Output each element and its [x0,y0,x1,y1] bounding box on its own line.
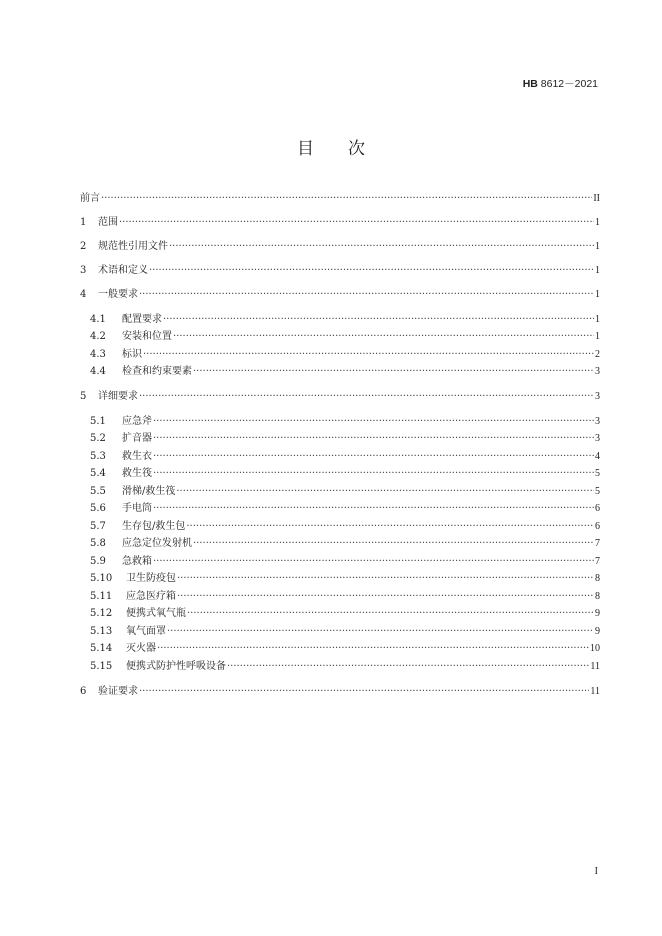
toc-entry-page: 1 [595,241,600,252]
toc-entry[interactable] [80,387,600,403]
toc-entry-number: 4.4 [90,366,106,377]
toc-entry[interactable] [90,482,600,498]
document-code-prefix: HB [522,78,538,90]
toc-entry[interactable] [90,447,600,463]
toc-entry-page: 6 [595,503,600,514]
toc-leader-dots [167,626,594,637]
toc-entry-label: 急救箱 [122,556,152,567]
toc-entry[interactable] [90,362,600,378]
toc-leader-dots [173,331,594,342]
toc-entry[interactable] [90,534,600,550]
toc-entry-label: 便携式氧气瓶 [126,608,186,619]
toc-entry-number: 5.3 [90,451,106,462]
toc-entry[interactable] [80,261,600,277]
toc-leader-dots [187,608,594,619]
toc-entry[interactable] [90,310,600,326]
toc-entry-number: 5.8 [90,538,106,549]
toc-entry-number: 5.1 [90,416,106,427]
toc-leader-dots [153,416,594,427]
toc-entry-label: 便携式防护性呼吸设备 [126,661,226,672]
toc-leader-dots [176,486,594,497]
toc-entry-label: 规范性引用文件 [98,241,168,252]
toc-entry-page: 8 [595,591,600,602]
toc-entry-page: 3 [595,433,600,444]
toc-leader-dots [153,503,594,514]
toc-entry-label: 详细要求 [98,391,138,402]
toc-entry-page: 8 [595,573,600,584]
toc-entry-number: 5 [80,391,87,402]
toc-entry-number: 4.2 [90,331,106,342]
toc-leader-dots [143,349,594,360]
toc-entry-page: 3 [595,391,600,402]
toc-entry-page: 9 [595,608,600,619]
toc-entry-page: 3 [595,366,600,377]
toc-entry[interactable] [90,429,600,445]
toc-leader-dots [193,538,594,549]
toc-leader-dots [169,241,594,252]
toc-entry-label: 一般要求 [98,289,138,300]
toc-entry-label: 安装和位置 [122,331,172,342]
toc-leader-dots [119,217,594,228]
toc-entry-page: 3 [595,416,600,427]
toc-entry-label: 手电筒 [122,503,152,514]
toc-leader-dots [153,433,594,444]
toc-entry[interactable] [90,327,600,343]
toc-entry[interactable] [80,237,600,253]
toc-entry-number: 3 [80,265,87,276]
toc-entry-page: 1 [595,314,600,325]
toc-entry-label: 应急斧 [122,416,152,427]
toc-entry-label: 卫生防疫包 [126,573,176,584]
toc-entry[interactable] [80,213,600,229]
toc-entry-page: 4 [595,451,600,462]
toc-entry-page: 11 [590,686,600,697]
toc-leader-dots [177,573,594,584]
toc-entry[interactable] [90,345,600,361]
toc-entry-page: 7 [595,556,600,567]
toc-entry-number: 5.15 [90,661,113,672]
toc-entry[interactable] [90,587,600,603]
toc-leader-dots [139,289,594,300]
toc-leader-dots [193,366,594,377]
toc-leader-dots [163,314,594,325]
toc-entry-number: 1 [80,217,87,228]
toc-entry-label: 灭火器 [126,643,156,654]
toc-entry-label: 前言 [80,193,100,204]
toc-entry-number: 5.5 [90,486,106,497]
toc-leader-dots [149,265,594,276]
toc-entry-number: 2 [80,241,87,252]
toc-entry[interactable] [90,499,600,515]
toc-entry-number: 4 [80,289,87,300]
toc-entry-label: 范围 [98,217,118,228]
toc-entry-number: 5.11 [90,591,113,602]
toc-entry[interactable] [90,657,600,673]
document-code [523,76,598,91]
toc-entry-page: 7 [595,538,600,549]
toc-entry-number: 4.1 [90,314,106,325]
toc-entry-number: 5.4 [90,468,106,479]
toc-entry-page: 5 [595,468,600,479]
toc-entry[interactable] [90,464,600,480]
toc-entry-page: 11 [590,661,600,672]
toc-entry-number: 5.7 [90,521,106,532]
toc-leader-dots [157,643,589,654]
toc-entry-page: 1 [595,331,600,342]
toc-entry-page: 1 [595,265,600,276]
document-code-number: 8612－2021 [537,78,598,90]
toc-entry[interactable] [90,517,600,533]
footer-page-number: I [594,866,598,877]
toc-entry-label: 滑梯/救生筏 [122,486,176,497]
toc-entry[interactable] [90,569,600,585]
toc-entry-label: 标识 [122,349,142,360]
toc-entry-label: 扩音器 [122,433,152,444]
toc-entry-label: 验证要求 [98,686,138,697]
toc-entry[interactable] [90,622,600,638]
toc-entry-label: 救生筏 [122,468,152,479]
toc-entry[interactable] [90,552,600,568]
toc-entry-page: II [593,193,600,204]
toc-entry[interactable] [80,682,600,698]
toc-leader-dots [186,521,594,532]
toc-entry[interactable] [80,285,600,301]
toc-leader-dots [153,451,594,462]
toc-entry[interactable] [90,412,600,428]
toc-entry-page: 5 [595,486,600,497]
toc-entry-label: 检查和约束要素 [122,366,192,377]
toc-entry-number: 5.13 [90,626,113,637]
toc-entry-page: 9 [595,626,600,637]
toc-entry[interactable] [90,604,600,620]
toc-entry[interactable] [90,639,600,655]
toc-entry-number: 4.3 [90,349,106,360]
toc-entry[interactable] [80,189,600,205]
toc-leader-dots [101,193,592,204]
toc-entry-page: 2 [595,349,600,360]
toc-entry-page: 6 [595,521,600,532]
toc-entry-page: 1 [595,217,600,228]
toc-entry-page: 1 [595,289,600,300]
toc-entry-label: 氧气面罩 [126,626,166,637]
toc-entry-number: 5.6 [90,503,106,514]
toc-entry-label: 生存包/救生包 [122,521,186,532]
toc-entry-label: 应急医疗箱 [126,591,176,602]
toc-entry-number: 5.12 [90,608,113,619]
toc-leader-dots [153,556,594,567]
toc-leader-dots [227,661,589,672]
toc-entry-number: 5.2 [90,433,106,444]
toc-entry-label: 应急定位发射机 [122,538,192,549]
toc-leader-dots [139,391,594,402]
toc-leader-dots [139,686,589,697]
toc-entry-label: 救生衣 [122,451,152,462]
toc-entry-label: 术语和定义 [98,265,148,276]
toc-entry-number: 6 [80,686,87,697]
toc-entry-number: 5.9 [90,556,106,567]
toc-leader-dots [177,591,594,602]
toc-entry-number: 5.10 [90,573,113,584]
toc-entry-label: 配置要求 [122,314,162,325]
toc-entry-number: 5.14 [90,643,113,654]
toc-leader-dots [153,468,594,479]
toc-entry-page: 10 [590,643,600,654]
page-title: 目次 [297,139,399,159]
